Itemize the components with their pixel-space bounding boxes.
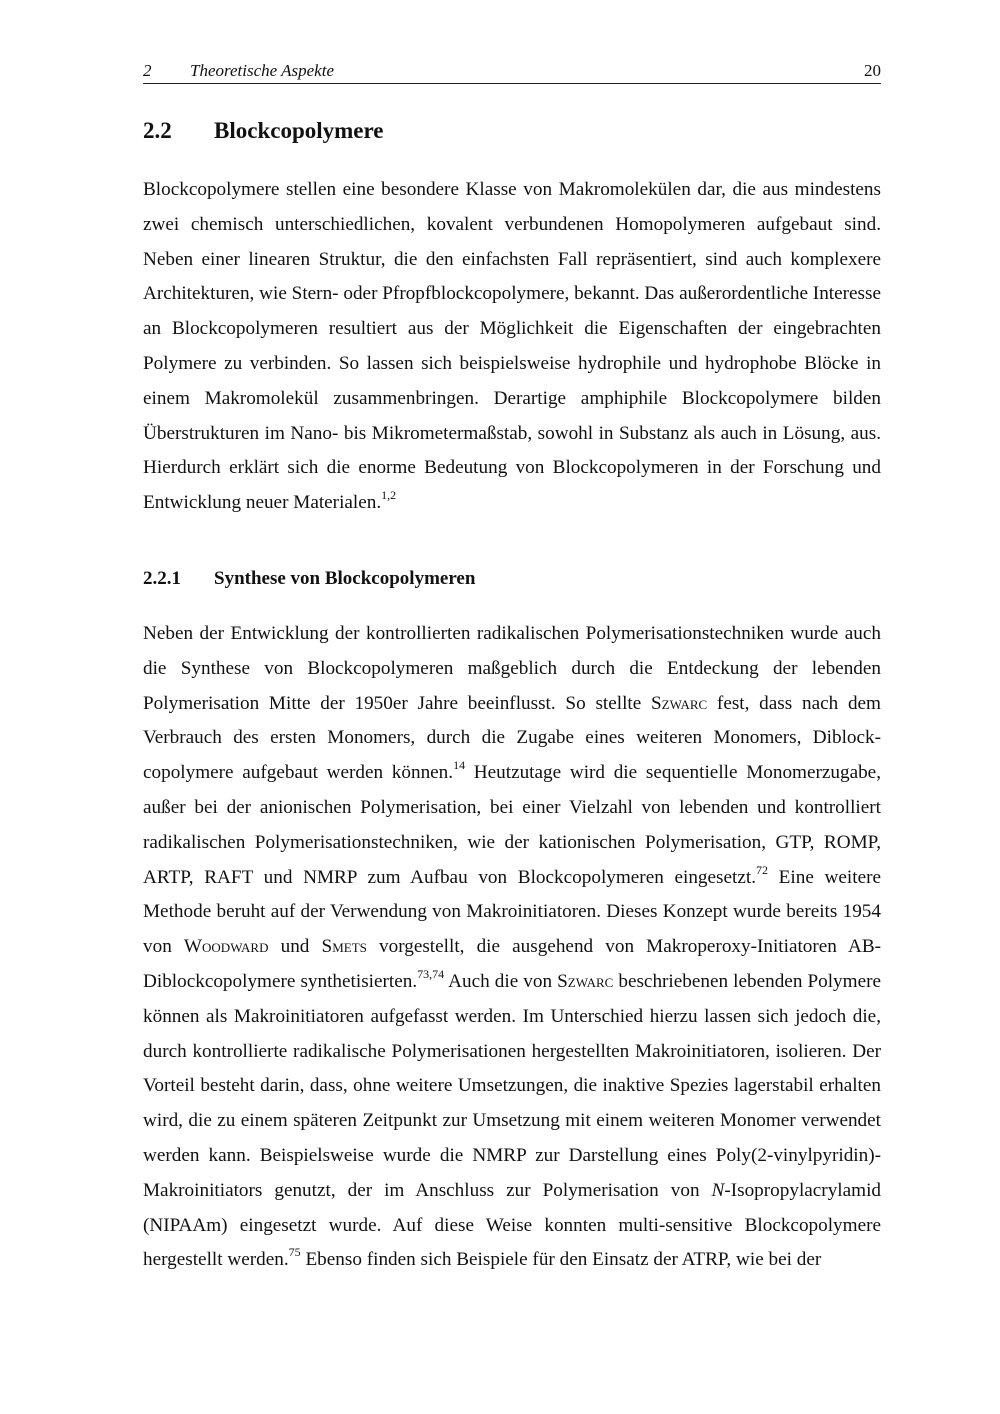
- subsection-title: Synthese von Blockcopolymeren: [214, 568, 476, 589]
- section-number: 2.2: [143, 118, 172, 143]
- author-name: Szwarc: [651, 692, 708, 714]
- paragraph-text: fest, dass nach dem Verbrauch des ersten Monomers, durch die Zugabe eines weiteren Monomers, Diblockcopolymere aufgebaut werden können.: [143, 692, 881, 784]
- citation: 73,74: [417, 966, 445, 981]
- chapter-title: Theoretische Aspekte: [190, 61, 334, 80]
- paragraph-synthesis: [143, 617, 881, 1278]
- paragraph-text: Heutzutage wird die sequentielle Monomerzugabe, außer bei der anionischen Polymerisation, bei einer Vielzahl von lebenden und kontrolliert radikalischen Polymerisationstechniken, wie der kationischen Polymerisation, GTP, ROMP, ARTP, RAFT und NMRP zum Aufbau von Blockcopolymeren eingesetzt.: [143, 762, 881, 888]
- paragraph-text: beschriebenen lebenden Polymere können als Makroinitiatoren aufgefasst werden. Im Unterschied hierzu lassen sich jedoch die, durch kontrollierte radikalische Polymerisationen hergestellten Makroinitiatoren, isolieren. Der Vorteil besteht darin, dass, ohne weitere Umsetzungen, die inaktive Spezies lagerstabil erhalten wird, die zu einem späteren Zeitpunkt zur Umsetzung mit einem weiteren Monomer verwendet werden kann. Beispielsweise wurde die NMRP zur Darstellung eines Poly(2-vinylpyridin)-Makroinitiators genutzt, der im Anschluss zur Polymerisation von: [143, 970, 882, 1201]
- author-name: Szwarc: [557, 970, 614, 992]
- paragraph-text: und: [268, 936, 322, 958]
- paragraph-intro: [143, 173, 881, 521]
- page-number: 20: [864, 61, 881, 80]
- paragraph-text: -Isopropylacrylamid (NIPAAm) eingesetzt wurde. Auf diese Weise konnten multi-sensitive Blockcopolymere hergestellt werden.: [143, 1179, 881, 1271]
- section-title: Blockcopolymere: [214, 118, 384, 143]
- subsection-heading: [143, 568, 475, 590]
- citation: 72: [756, 862, 768, 877]
- running-header: [143, 59, 881, 84]
- italic-prefix: N: [711, 1179, 725, 1201]
- paragraph-text: Neben der Entwicklung der kontrollierten radikalischen Polymerisationstechniken wurde auch die Synthese von Blockcopolymeren maßgeblich durch die Entdeckung der lebenden Polymerisation Mitte der 1950er Jahre beeinflusst. So stellte: [143, 623, 881, 714]
- paragraph-text: Ebenso finden sich Beispiele für den Einsatz der ATRP, wie bei der: [300, 1249, 822, 1271]
- paragraph-text: vorgestellt, die ausgehend von Makroperoxy-Initiatoren AB-Diblockcopolymere synthetisierten.: [143, 936, 882, 992]
- paragraph-text: Auch die von: [444, 970, 558, 992]
- author-name: Smets: [321, 936, 367, 958]
- citation: 75: [288, 1245, 301, 1260]
- chapter-number: 2: [143, 61, 152, 80]
- author-name: Woodward: [183, 936, 269, 958]
- paragraph-text: Blockcopolymere stellen eine besondere Klasse von Makromolekülen dar, die aus mindestens zwei chemisch unterschiedlichen, kovalent verbundenen Homopolymeren aufgebaut sind. Neben einer linearen Struktur, die den einfachsten Fall repräsentiert, sind auch komplexere Architekturen, wie Stern- oder Pfropfblockcopolymere, bekannt. Das außerordentliche Interesse an Blockcopolymeren resultiert aus der Möglichkeit die Eigenschaften der eingebrachten Polymere zu verbinden. So lassen sich beispielsweise hydrophile und hydrophobe Blöcke in einem Makromolekül zusammenbringen. Derartige amphiphile Blockcopolymere bilden Überstrukturen im Nano- bis Mikrometermaßstab, sowohl in Substanz als auch in Lösung, aus. Hierdurch erklärt sich die enorme Bedeutung von Blockcopolymeren in der Forschung und Entwicklung neuer Materialen.: [143, 179, 881, 514]
- citation: 1,2: [381, 488, 397, 503]
- section-heading: [143, 118, 384, 144]
- subsection-number: 2.2.1: [143, 568, 181, 589]
- citation: 14: [453, 758, 466, 773]
- paragraph-text: Eine weitere Methode beruht auf der Verwendung von Makroinitiatoren. Dieses Konzept wurde bereits 1954 von: [143, 866, 881, 958]
